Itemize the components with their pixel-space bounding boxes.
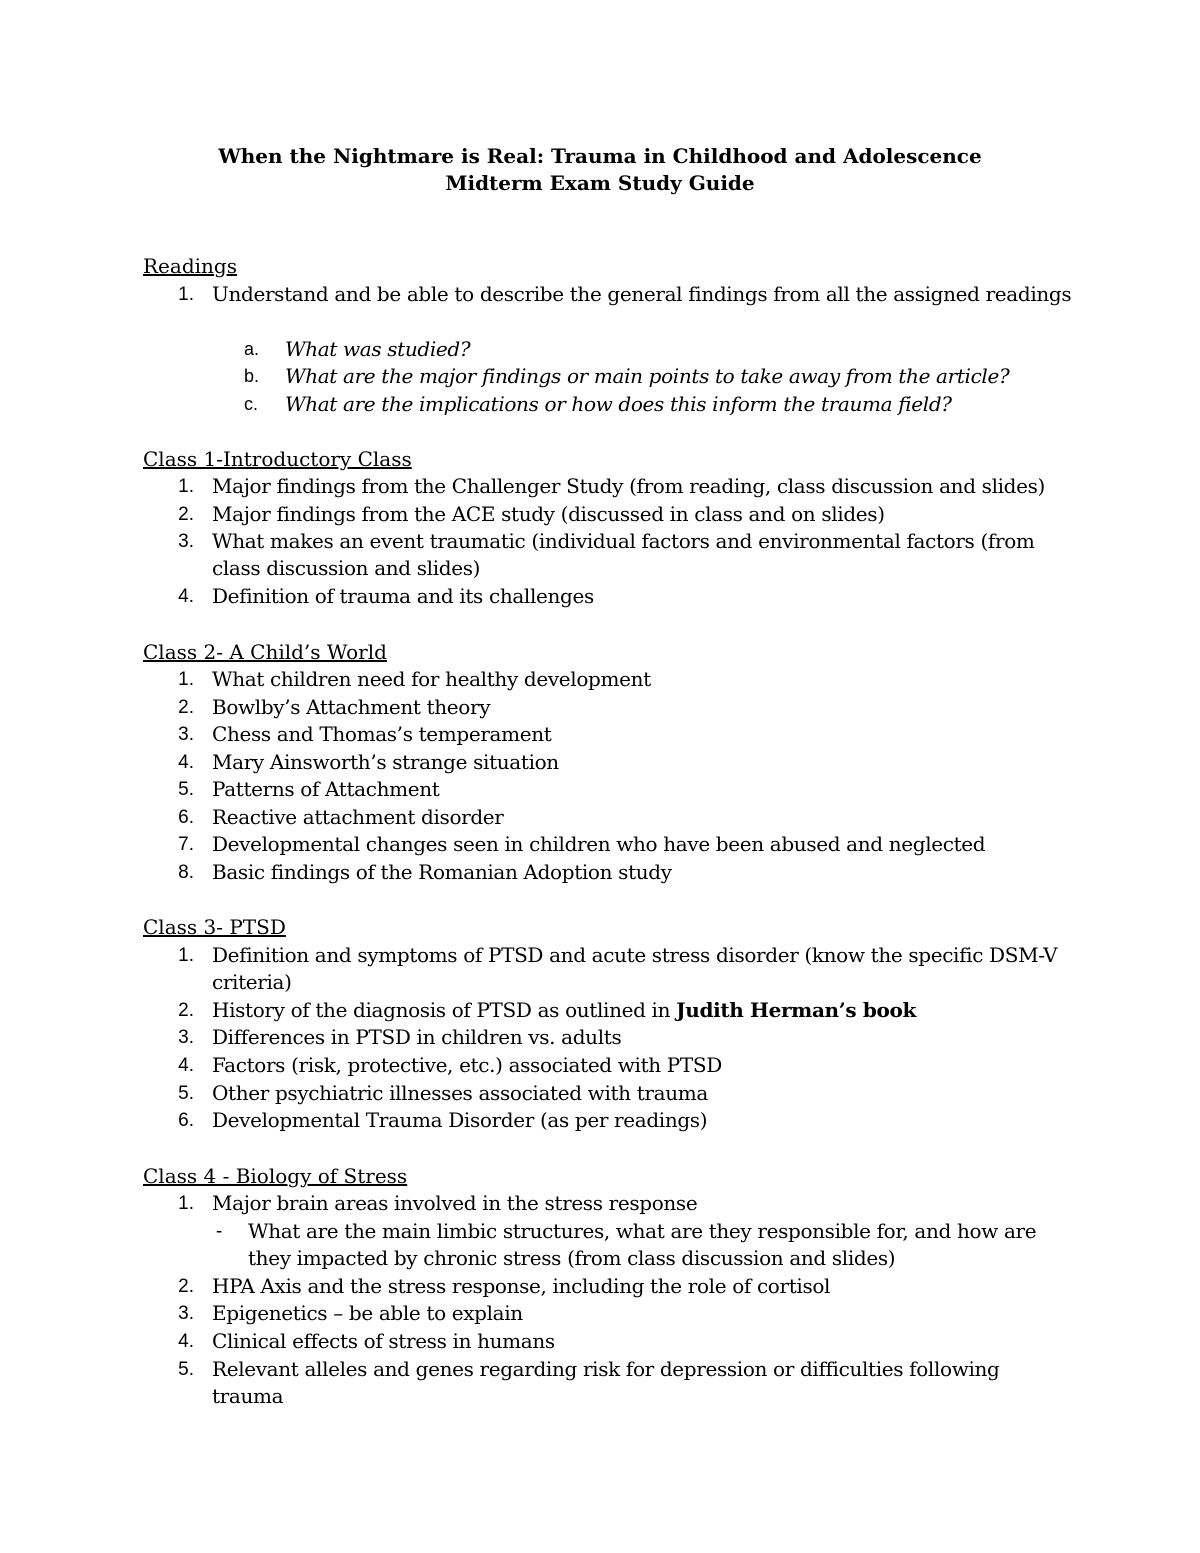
list-text: Major brain areas involved in the stress response	[212, 1191, 698, 1215]
list-text: Differences in PTSD in children vs. adults	[212, 1025, 622, 1049]
section-heading-class4: Class 4 - Biology of Stress	[143, 1164, 408, 1188]
list-number: 2.	[178, 1276, 194, 1297]
list-text: Basic findings of the Romanian Adoption study	[212, 860, 672, 884]
list-text: Clinical effects of stress in humans	[212, 1329, 555, 1353]
sub-list-text: What are the implications or how does this inform the trauma field?	[285, 392, 952, 416]
list-text	[212, 997, 1072, 1024]
list-text: Developmental changes seen in children who have been abused and neglected	[212, 832, 986, 856]
list-number: 1.	[178, 1193, 194, 1214]
list-text: Mary Ainsworth’s strange situation	[212, 750, 559, 774]
list-text: Definition and symptoms of PTSD and acute stress disorder (know the specific DSM-V criteria)	[212, 943, 1058, 994]
list-number: 4.	[178, 586, 194, 607]
list-number: 2.	[178, 1000, 194, 1021]
list-text: What makes an event traumatic (individual factors and environmental factors (from class discussion and slides)	[212, 529, 1035, 580]
list-number: 3.	[178, 1027, 194, 1048]
list-number: 2.	[178, 504, 194, 525]
list-text: Major findings from the Challenger Study (from reading, class discussion and slides)	[212, 474, 1045, 498]
section-heading-readings: Readings	[143, 254, 237, 278]
list-number: 4.	[178, 1331, 194, 1352]
list-number: 3.	[178, 531, 194, 552]
list-text: Understand and be able to describe the general findings from all the assigned readings	[212, 282, 1072, 306]
list-text: Bowlby’s Attachment theory	[212, 695, 491, 719]
list-number: 1.	[178, 284, 194, 305]
list-text: HPA Axis and the stress response, including the role of cortisol	[212, 1274, 831, 1298]
list-number: 5.	[178, 1359, 194, 1380]
sub-list-letter: a.	[244, 339, 260, 359]
section-heading-class2: Class 2- A Child’s World	[143, 640, 387, 664]
list-number: 4.	[178, 1055, 194, 1076]
list-text: Factors (risk, protective, etc.) associated with PTSD	[212, 1053, 722, 1077]
section-heading-class3: Class 3- PTSD	[143, 915, 286, 939]
document-subtitle: Midterm Exam Study Guide	[445, 171, 755, 195]
sub-list-text: What was studied?	[285, 337, 471, 361]
list-text: Relevant alleles and genes regarding risk for depression or difficulties following trauma	[212, 1357, 1000, 1408]
list-number: 5.	[178, 1083, 194, 1104]
document-title: When the Nightmare is Real: Trauma in Childhood and Adolescence	[218, 144, 982, 168]
list-number: 6.	[178, 807, 194, 828]
sub-list-letter: b.	[244, 366, 260, 386]
list-text: What children need for healthy development	[212, 667, 651, 691]
list-number: 2.	[178, 697, 194, 718]
list-text: Other psychiatric illnesses associated with trauma	[212, 1081, 708, 1105]
list-text: Epigenetics – be able to explain	[212, 1301, 523, 1325]
list-number: 8.	[178, 862, 194, 883]
list-number: 1.	[178, 669, 194, 690]
list-text-plain: History of the diagnosis of PTSD as outlined in	[212, 998, 677, 1022]
list-text: Definition of trauma and its challenges	[212, 584, 594, 608]
section-heading-class1: Class 1-Introductory Class	[143, 447, 412, 471]
list-number: 1.	[178, 945, 194, 966]
list-number: 3.	[178, 1303, 194, 1324]
sub-list-letter: c.	[244, 394, 259, 414]
list-number: 6.	[178, 1110, 194, 1131]
list-number: 1.	[178, 476, 194, 497]
book-title-bold: Judith Herman’s book	[676, 998, 916, 1022]
sub-list-text: What are the major findings or main points to take away from the article?	[285, 364, 1010, 388]
list-text: Chess and Thomas’s temperament	[212, 722, 552, 746]
list-text: Major findings from the ACE study (discussed in class and on slides)	[212, 502, 885, 526]
list-text: Patterns of Attachment	[212, 777, 440, 801]
dash-marker: -	[216, 1221, 223, 1242]
dash-list-text: What are the main limbic structures, what are they responsible for, and how are they impacted by chronic stress (from class discussion and slides)	[248, 1219, 1037, 1270]
list-text: Developmental Trauma Disorder (as per readings)	[212, 1108, 708, 1132]
list-number: 7.	[178, 834, 194, 855]
list-number: 3.	[178, 724, 194, 745]
list-number: 4.	[178, 752, 194, 773]
list-text: Reactive attachment disorder	[212, 805, 504, 829]
list-number: 5.	[178, 779, 194, 800]
